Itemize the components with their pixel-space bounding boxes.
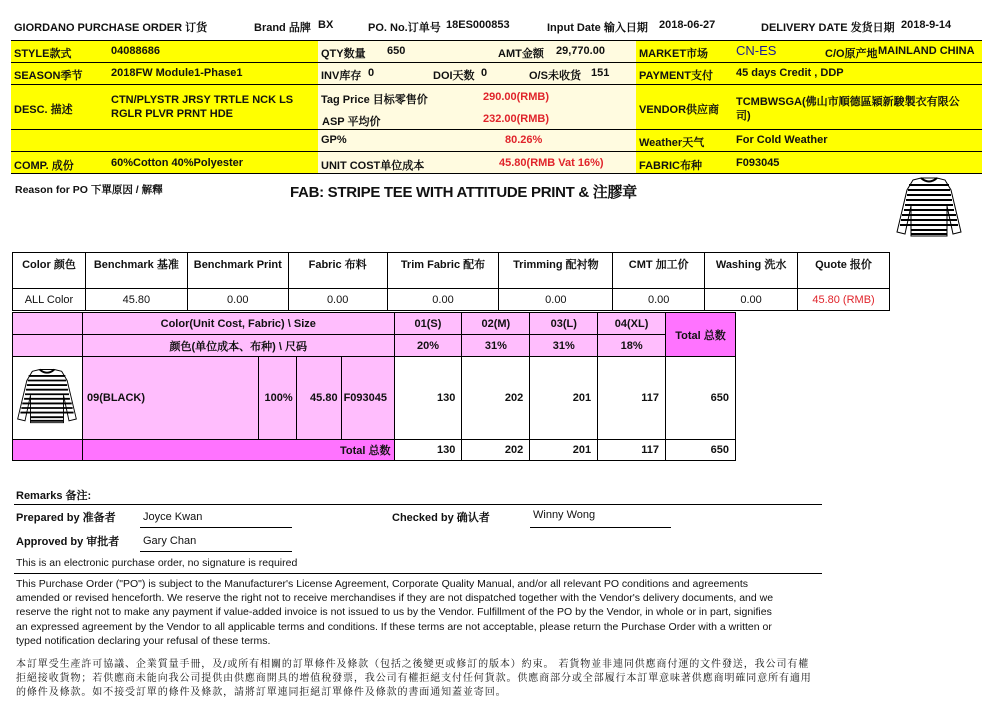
divider: [14, 504, 822, 505]
info-row-comp: [11, 152, 982, 174]
unit-cost-label: UNIT COST单位成本: [321, 160, 425, 172]
cost-header-quote: Quote 报价: [798, 253, 890, 289]
size-header-cn: 颜色(单位成本、布种) \ 尺码: [82, 335, 394, 357]
total-label: Total 总数: [82, 440, 394, 461]
cost-header-trimming: Trimming 配衬物: [499, 253, 613, 289]
legal-en-line: This Purchase Order ("PO") is subject to the Manufacturer's License Agreement, Corporate Quality Manual, and/or all relevant PO conditions and agreements: [16, 578, 748, 590]
item-total: 650: [666, 357, 736, 440]
season-value: 2018FW Module1-Phase1: [111, 67, 243, 79]
cost-header-benchmark-print: Benchmark Print: [187, 253, 288, 289]
item-color: 09(BLACK): [82, 357, 258, 440]
item-sketch-cell: [13, 357, 83, 440]
total-qty-s: 130: [394, 440, 462, 461]
legal-cn-line: 本訂單受生產許可協議、企業質量手冊，及/或所有相關的訂單條件及條款（包括之後變更或修訂的版本）約束。 若貨物並非連同供應商付運的文件發送，我公司有權: [16, 659, 810, 670]
input-date-label: Input Date 输入日期: [547, 22, 648, 34]
reason-headline: FAB: STRIPE TEE WITH ATTITUDE PRINT & 注膠章: [290, 184, 637, 201]
tag-price-value: 290.00(RMB): [483, 91, 550, 103]
divider: [14, 573, 822, 574]
legal-en-line: typed notification declaring your refusal of these terms.: [16, 634, 271, 647]
checked-by-value: Winny Wong: [533, 509, 596, 521]
cost-value-quote: 45.80 (RMB): [798, 289, 890, 311]
info-row-gp: [11, 130, 982, 152]
cost-value-trimming: 0.00: [499, 289, 613, 311]
amt-value: 29,770.00: [556, 45, 605, 57]
asp-label: ASP 平均价: [322, 116, 381, 128]
cost-header-trim-fabric: Trim Fabric 配布: [387, 253, 499, 289]
size-l: 03(L): [530, 313, 598, 335]
size-header-en: Color(Unit Cost, Fabric) \ Size: [82, 313, 394, 335]
desc-line-1: CTN/PLYSTR JRSY TRTLE NCK LS: [111, 94, 294, 106]
inv-value: 0: [368, 67, 375, 79]
season-label: SEASON季节: [14, 70, 83, 82]
style-value: 04088686: [111, 45, 160, 57]
desc-label: DESC. 描述: [14, 104, 73, 116]
ratio-s: 20%: [394, 335, 462, 357]
total-qty-m: 202: [462, 440, 530, 461]
prepared-by-label: Prepared by 准备者: [16, 512, 116, 524]
striped-tee-icon: [897, 178, 961, 236]
asp-value: 232.00(RMB): [483, 113, 550, 125]
legal-en-line: amended or revised henceforth. We reserve the right not to receive merchandises if they are not dispatched together with the Vendor's delivery documents, and we: [16, 592, 774, 605]
prepared-by-value: Joyce Kwan: [143, 511, 203, 523]
cost-value-benchmark: 45.80: [85, 289, 187, 311]
cost-value-washing: 0.00: [705, 289, 798, 311]
item-pct: 100%: [258, 357, 296, 440]
legal-en-line: an expressed agreement by the Vendor to all applicable terms and conditions. If these terms are not acceptable, please return the Purchase Order with a written or: [16, 620, 772, 633]
info-row-season: [11, 63, 982, 85]
item-qty-l: 201: [530, 357, 598, 440]
checked-by-label: Checked by 确认者: [392, 512, 490, 524]
cost-header-cmt: CMT 加工价: [613, 253, 705, 289]
approved-by-label: Approved by 审批者: [16, 536, 120, 548]
size-total-header: Total 总数: [666, 313, 736, 357]
total-qty-l: 201: [530, 440, 598, 461]
desc-line-2: RGLR PLVR PRNT HDE: [111, 108, 234, 120]
po-number-label: PO. No.订单号: [368, 22, 441, 34]
cost-header-benchmark: Benchmark 基准: [85, 253, 187, 289]
brand-value: BX: [318, 19, 334, 31]
input-date-value: 2018-06-27: [659, 19, 716, 31]
size-xl: 04(XL): [598, 313, 666, 335]
legal-en-line: reserve the right not to make any payment if value-added invoice is not issued to us by the Vendor. Fulfillment of the PO by the Vendor, in whole or in part, signifies: [16, 606, 772, 619]
legal-cn-line: 拒絕接收貨物；若供應商未能向我公司提供由供應商開具的增值稅發票，我公司有權拒絕支付任何貨款。供應商部分或全部履行本訂單意味著供應商明確同意所有適用: [16, 673, 812, 684]
total-qty-xl: 117: [598, 440, 666, 461]
doi-value: 0: [481, 67, 488, 79]
electronic-po-note: This is an electronic purchase order, no signature is required: [16, 557, 298, 569]
cost-header-fabric: Fabric 布料: [288, 253, 387, 289]
legal-cn-line: 的條件及條款。如不接受訂單的條件及條款，請將訂單連同拒絕訂單條件及條款的書面通知蓋並寄回。: [16, 687, 507, 698]
comp-label: COMP. 成份: [14, 160, 74, 172]
cost-value-color: ALL Color: [13, 289, 86, 311]
unit-cost-value: 45.80(RMB Vat 16%): [499, 157, 604, 169]
size-item-row: [13, 357, 736, 440]
cost-value-row: [13, 289, 890, 311]
checked-by-underline: [530, 527, 671, 528]
gp-value: 80.26%: [505, 134, 543, 146]
size-header-row: [13, 313, 736, 335]
weather-value: For Cold Weather: [736, 134, 828, 146]
item-qty-s: 130: [394, 357, 462, 440]
origin-value: MAINLAND CHINA: [878, 45, 975, 57]
size-breakdown-table: [12, 312, 736, 461]
payment-label: PAYMENT支付: [639, 70, 713, 82]
cost-breakdown-table: [12, 252, 890, 311]
cost-value-trim-fabric: 0.00: [387, 289, 499, 311]
fabric-value: F093045: [736, 157, 780, 169]
po-number-value: 18ES000853: [446, 19, 510, 31]
legal-terms-cn: [16, 658, 812, 700]
ratio-m: 31%: [462, 335, 530, 357]
vendor-line-1: TCMBWSGA(佛山市順德區穎新駿製衣有限公: [736, 96, 960, 108]
payment-value: 45 days Credit , DDP: [736, 67, 844, 79]
cost-header-washing: Washing 洗水: [705, 253, 798, 289]
cost-value-cmt: 0.00: [613, 289, 705, 311]
qty-label: QTY数量: [321, 48, 366, 60]
info-row-style: [11, 41, 982, 63]
qty-value: 650: [387, 45, 406, 57]
item-fabric: F093045: [341, 357, 394, 440]
item-qty-m: 202: [462, 357, 530, 440]
grand-total: 650: [666, 440, 736, 461]
prepared-by-underline: [140, 527, 292, 528]
delivery-date-label: DELIVERY DATE 发货日期: [761, 22, 895, 34]
ratio-l: 31%: [530, 335, 598, 357]
amt-label: AMT金额: [498, 48, 544, 60]
size-ratio-row: [13, 335, 736, 357]
info-row-desc: [11, 85, 982, 130]
cost-header-row: [13, 253, 890, 289]
origin-label: C/O原产地: [825, 48, 878, 60]
style-label: STYLE款式: [14, 48, 72, 60]
vendor-line-2: 司): [736, 110, 751, 122]
cost-header-color: Color 颜色: [13, 253, 86, 289]
reason-label: Reason for PO 下單原因 / 解釋: [15, 184, 163, 196]
item-cost: 45.80: [296, 357, 341, 440]
os-value: 151: [591, 67, 610, 79]
tag-price-label: Tag Price 目标零售价: [321, 94, 428, 106]
doi-label: DOI天数: [433, 70, 475, 82]
po-title: GIORDANO PURCHASE ORDER 订货: [14, 22, 208, 34]
cost-value-fabric: 0.00: [288, 289, 387, 311]
size-m: 02(M): [462, 313, 530, 335]
striped-tee-icon: [14, 366, 80, 428]
weather-label: Weather天气: [639, 137, 705, 149]
gp-label: GP%: [321, 134, 347, 146]
inv-label: INV库存: [321, 70, 362, 82]
size-s: 01(S): [394, 313, 462, 335]
os-label: O/S未收货: [529, 70, 581, 82]
item-qty-xl: 117: [598, 357, 666, 440]
market-value: CN-ES: [736, 43, 777, 58]
market-label: MARKET市场: [639, 48, 709, 60]
remarks-label: Remarks 备注:: [16, 490, 92, 502]
ratio-xl: 18%: [598, 335, 666, 357]
approved-by-value: Gary Chan: [143, 535, 197, 547]
cost-value-benchmark-print: 0.00: [187, 289, 288, 311]
vendor-label: VENDOR供应商: [639, 104, 720, 116]
brand-label: Brand 品牌: [254, 22, 311, 34]
fabric-label: FABRIC布种: [639, 160, 702, 172]
legal-terms-en: [16, 577, 773, 648]
product-sketch-image: [893, 176, 965, 240]
po-info-grid: [11, 40, 982, 172]
approved-by-underline: [140, 551, 292, 552]
delivery-date-value: 2018-9-14: [901, 19, 952, 31]
size-total-row: [13, 440, 736, 461]
comp-value: 60%Cotton 40%Polyester: [111, 157, 244, 169]
